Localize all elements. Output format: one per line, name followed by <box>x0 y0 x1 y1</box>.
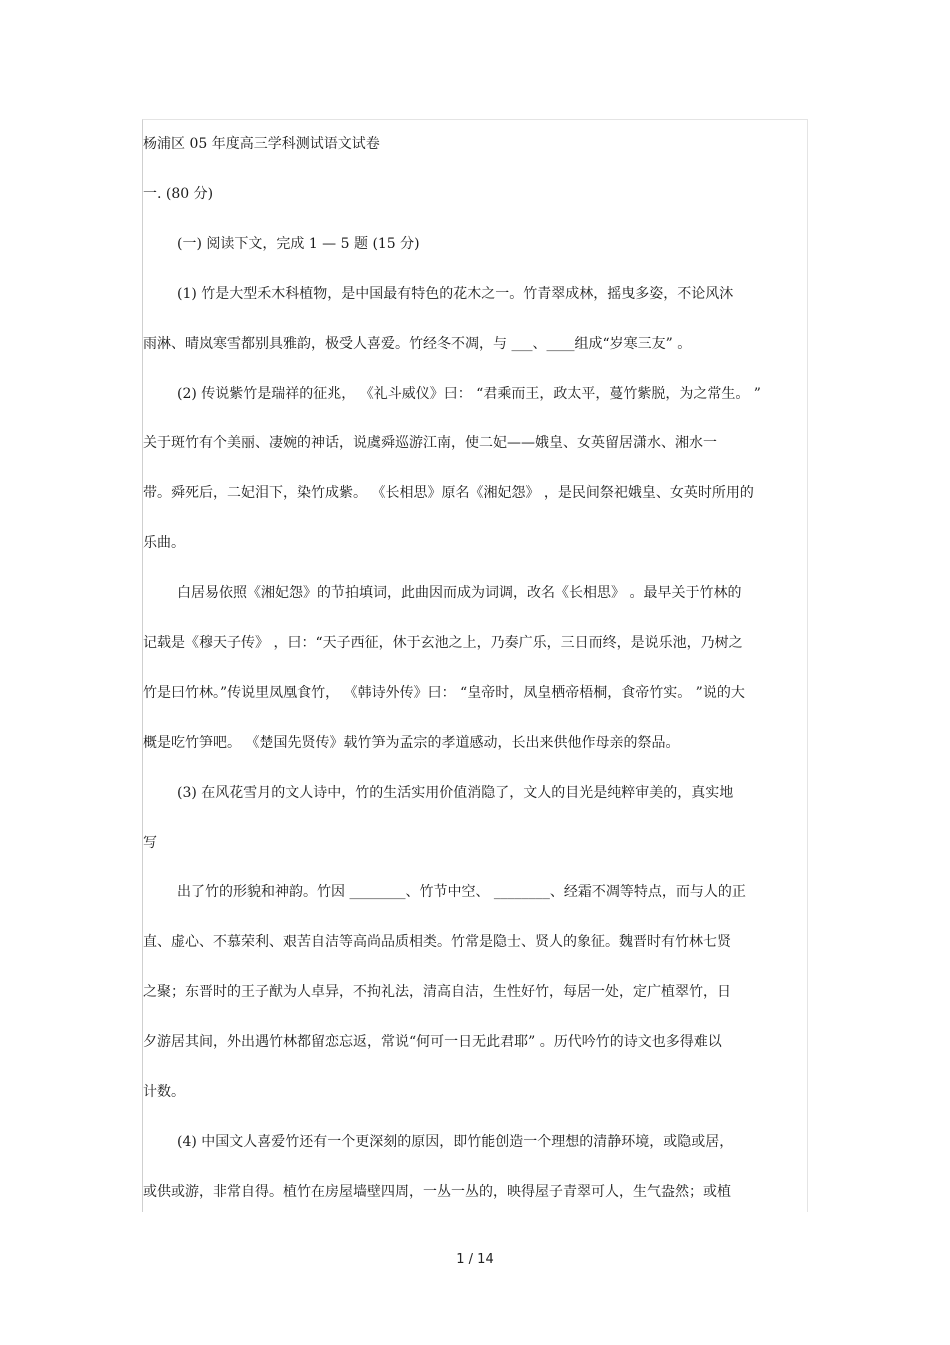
text-line: 或供或游，非常自得。植竹在房屋墙壁四周，一丛一丛的，映得屋子青翠可人，生气盎然；或植 <box>143 1184 731 1200</box>
document-title: 杨浦区 05 年度高三学科测试语文试卷 <box>143 136 380 152</box>
section-heading: 一. (80 分) <box>143 186 214 202</box>
text-line: 带。舜死后，二妃泪下，染竹成紫。 《长相思》原名《湘妃怨》 ，是民间祭祀娥皇、女英时所用的 <box>143 485 754 501</box>
text-line: 白居易依照《湘妃怨》的节拍填词，此曲因而成为词调，改名《长相思》 。最早关于竹林的 <box>177 585 742 601</box>
text-line: 之聚；东晋时的王子猷为人卓异，不拘礼法，清高自洁，生性好竹，每居一处，定广植翠竹，日 <box>143 984 731 1000</box>
text-line: 记载是《穆天子传》 ，曰：“天子西征，休于玄池之上，乃奏广乐，三日而终，是说乐池，乃树之 <box>143 635 743 651</box>
text-line: (1) 竹是大型禾木科植物，是中国最有特色的花木之一。竹青翠成林，摇曳多姿，不论风沐 <box>177 286 734 302</box>
text-line: 夕游居其间，外出遇竹林都留恋忘返，常说“何可一日无此君耶” 。历代吟竹的诗文也多得难以 <box>143 1034 722 1050</box>
text-line: 写 <box>143 835 157 851</box>
text-line: 关于斑竹有个美丽、凄婉的神话，说虞舜巡游江南，使二妃——娥皇、女英留居潇水、湘水一 <box>143 435 717 451</box>
text-line: 计数。 <box>143 1084 185 1100</box>
text-line: 竹是曰竹林。”传说里凤凰食竹， 《韩诗外传》曰： “皇帝时，凤皇栖帝梧桐，食帝竹实。 ”说的大 <box>143 685 745 701</box>
text-line: 乐曲。 <box>143 535 185 551</box>
text-line: (一) 阅读下文，完成 1 — 5 题 (15 分) <box>177 236 420 252</box>
text-line: (4) 中国文人喜爱竹还有一个更深刻的原因，即竹能创造一个理想的清静环境，或隐或居， <box>177 1134 734 1150</box>
text-line: 出了竹的形貌和神韵。竹因 ________、竹节中空、 ________、经霜不凋等特点，而与人的正 <box>177 884 746 900</box>
text-line: (2) 传说紫竹是瑞祥的征兆， 《礼斗威仪》曰： “君乘而王，政太平，蔓竹紫脱，为之常生。 ” <box>177 386 761 402</box>
text-line: 雨淋、晴岚寒雪都别具雅韵，极受人喜爱。竹经冬不凋，与 ___、____组成“岁寒三友” 。 <box>143 336 692 352</box>
text-line: 概是吃竹笋吧。 《楚国先贤传》载竹笋为孟宗的孝道感动，长出来供他作母亲的祭品。 <box>143 735 680 751</box>
page-indicator: 1 / 14 <box>456 1252 494 1267</box>
text-line: 直、虚心、不慕荣利、艰苦自洁等高尚品质相类。竹常是隐士、贤人的象征。魏晋时有竹林七贤 <box>143 934 731 950</box>
text-line: (3) 在风花雪月的文人诗中，竹的生活实用价值消隐了，文人的目光是纯粹审美的，真实地 <box>177 785 734 801</box>
